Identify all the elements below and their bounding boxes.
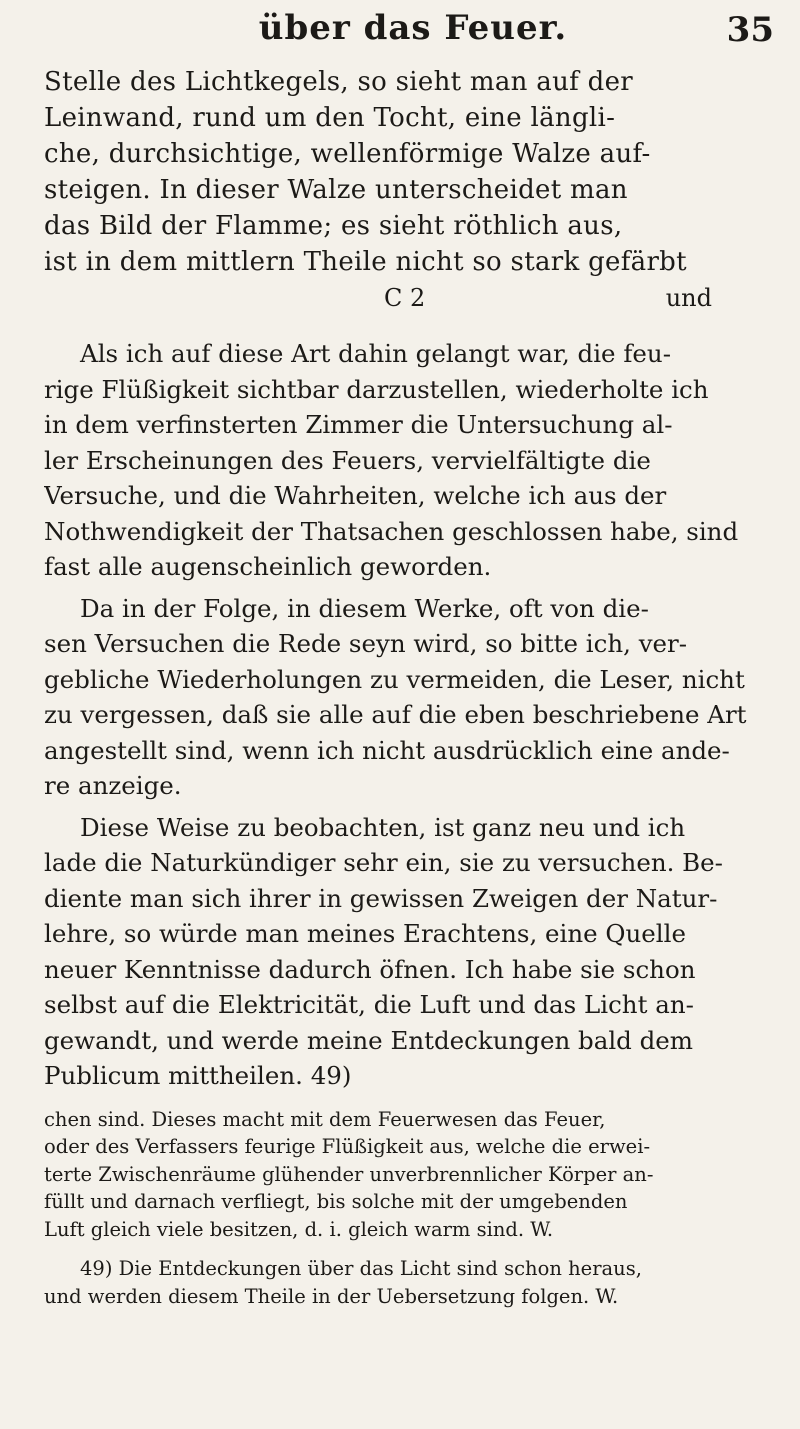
footnote-49 <box>44 1255 782 1310</box>
text-line: che, durchsichtige, wellenförmige Walze auf- <box>44 139 651 169</box>
text-line: ler Erscheinungen des Feuers, vervielfältigte die <box>44 445 651 475</box>
footnote-line: Luft gleich viele besitzen, d. i. gleich warm sind. W. <box>44 1217 554 1241</box>
catchword: und <box>665 284 712 312</box>
page-number: 35 <box>726 10 774 50</box>
catch-line <box>44 280 782 316</box>
footnote-line: 49) Die Entdeckungen über das Licht sind schon heraus, <box>80 1257 642 1280</box>
text-line: lade die Naturkündiger sehr ein, sie zu versuchen. Be- <box>44 848 723 877</box>
footnote-line: füllt und darnach verfliegt, bis solche mit der umgebenden <box>44 1190 628 1213</box>
paragraph <box>44 336 782 585</box>
footnote-line: oder des Verfassers feurige Flüßigkeit aus, welche die erwei- <box>44 1135 651 1158</box>
signature-mark: C 2 <box>384 284 426 312</box>
text-line: diente man sich ihrer in gewissen Zweigen der Natur- <box>44 883 718 913</box>
running-title: über das Feuer. <box>258 8 568 48</box>
text-line: re anzeige. <box>44 771 182 800</box>
footnotes <box>44 1106 782 1311</box>
footnote-line: und werden diesem Theile in der Uebersetzung folgen. W. <box>44 1284 619 1308</box>
footnote-gap <box>44 1243 782 1255</box>
text-line: gebliche Wiederholungen zu vermeiden, die Leser, nicht <box>44 664 745 694</box>
footnote-line: terte Zwischenräume glühender unverbrennlicher Körper an- <box>44 1162 654 1186</box>
text-line: lehre, so würde man meines Erachtens, eine Quelle <box>44 919 686 948</box>
text-line: selbst auf die Elektricität, die Luft und das Licht an- <box>44 990 694 1019</box>
footnote-line: chen sind. Dieses macht mit dem Feuerwesen das Feuer, <box>44 1107 606 1131</box>
footnote-continuation <box>44 1106 782 1244</box>
running-head <box>44 0 782 64</box>
continued-paragraph <box>44 64 782 280</box>
body-text <box>44 336 782 1094</box>
paragraph <box>44 810 782 1094</box>
text-line: gewandt, und werde meine Entdeckungen bald dem <box>44 1025 694 1055</box>
text-line: Als ich auf diese Art dahin gelangt war, die feu- <box>80 339 671 368</box>
text-line: neuer Kenntnisse dadurch öfnen. Ich habe sie schon <box>44 954 696 984</box>
text-line: zu vergessen, daß sie alle auf die eben beschriebene Art <box>44 700 747 729</box>
paragraph <box>44 591 782 804</box>
text-line: Da in der Folge, in diesem Werke, oft von die- <box>80 593 649 623</box>
text-line: Leinwand, rund um den Tocht, eine längli- <box>44 103 616 133</box>
text-line: ist in dem mittlern Theile nicht so stark gefärbt <box>44 247 687 277</box>
text-line: rige Flüßigkeit sichtbar darzustellen, wiederholte ich <box>44 374 709 404</box>
text-line: Diese Weise zu beobachten, ist ganz neu und ich <box>80 812 686 842</box>
text-line: in dem verfinsterten Zimmer die Untersuchung al- <box>44 410 673 439</box>
text-line: Stelle des Lichtkegels, so sieht man auf der <box>44 67 633 97</box>
text-line: das Bild der Flamme; es sieht röthlich aus, <box>44 211 623 241</box>
text-line: Versuche, und die Wahrheiten, welche ich aus der <box>44 481 667 510</box>
text-line: fast alle augenscheinlich geworden. <box>44 552 492 581</box>
text-line: Nothwendigkeit der Thatsachen geschlossen habe, sind <box>44 516 739 546</box>
text-line: sen Versuchen die Rede seyn wird, so bitte ich, ver- <box>44 629 688 658</box>
text-line: angestellt sind, wenn ich nicht ausdrücklich eine ande- <box>44 735 730 765</box>
text-line: steigen. In dieser Walze unterscheidet man <box>44 175 628 205</box>
text-line: Publicum mittheilen. 49) <box>44 1061 352 1090</box>
